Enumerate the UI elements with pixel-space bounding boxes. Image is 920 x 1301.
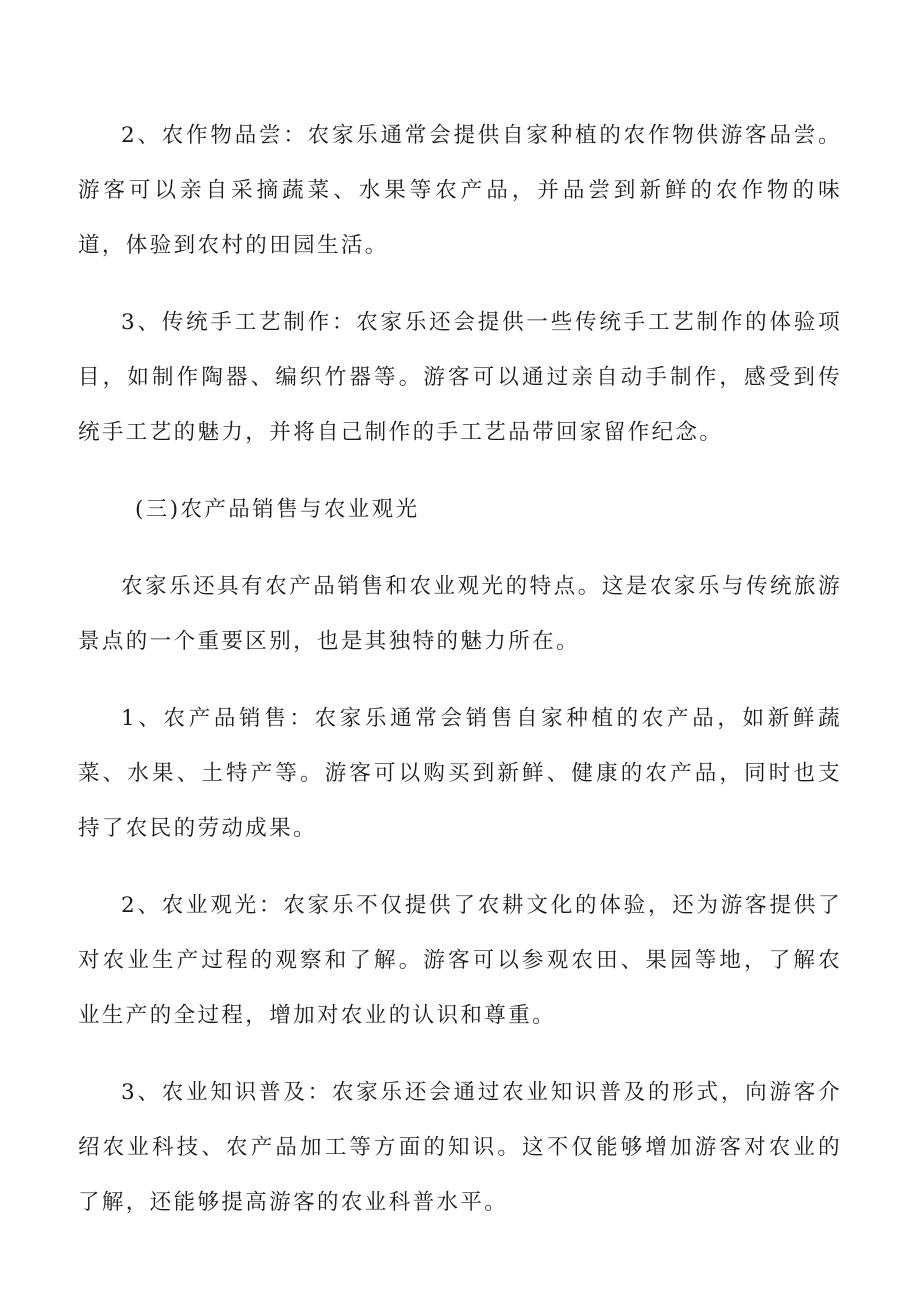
paragraph-crop-tasting: 2、农作物品尝：农家乐通常会提供自家种植的农作物供游客品尝。游客可以亲自采摘蔬菜、水果等农产品，并品尝到新鲜的农作物的味道，体验到农村的田园生活。 bbox=[78, 123, 842, 258]
paragraph-agri-tourism: 2、农业观光：农家乐不仅提供了农耕文化的体验，还为游客提供了对农业生产过程的观察和了解。游客可以参观农田、果园等地，了解农业生产的全过程，增加对农业的认识和尊重。 bbox=[78, 893, 842, 1028]
paragraph-gap bbox=[78, 669, 842, 691]
paragraph-intro: 农家乐还具有农产品销售和农业观光的特点。这是农家乐与传统旅游景点的一个重要区别，也是其独特的魅力所在。 bbox=[78, 574, 842, 654]
paragraph-gap bbox=[78, 856, 842, 878]
paragraph-handicraft: 3、传统手工艺制作：农家乐还会提供一些传统手工艺制作的体验项目，如制作陶器、编织竹器等。游客可以通过亲自动手制作，感受到传统手工艺的魅力，并将自己制作的手工艺品带回家留作纪念。 bbox=[78, 310, 842, 445]
section-heading: (三)农产品销售与农业观光 bbox=[135, 497, 420, 522]
paragraph-product-sales: 1、农产品销售：农家乐通常会销售自家种植的农产品，如新鲜蔬菜、水果、土特产等。游客可以购买到新鲜、健康的农产品，同时也支持了农民的劳动成果。 bbox=[78, 706, 842, 841]
paragraph-knowledge: 3、农业知识普及：农家乐还会通过农业知识普及的形式，向游客介绍农业科技、农产品加工等方面的知识。这不仅能够增加游客对农业的了解，还能够提高游客的农业科普水平。 bbox=[78, 1080, 842, 1215]
paragraph-gap bbox=[78, 1043, 842, 1065]
paragraph-gap bbox=[78, 273, 842, 295]
paragraph-gap bbox=[78, 460, 842, 482]
paragraph-gap bbox=[78, 537, 842, 559]
